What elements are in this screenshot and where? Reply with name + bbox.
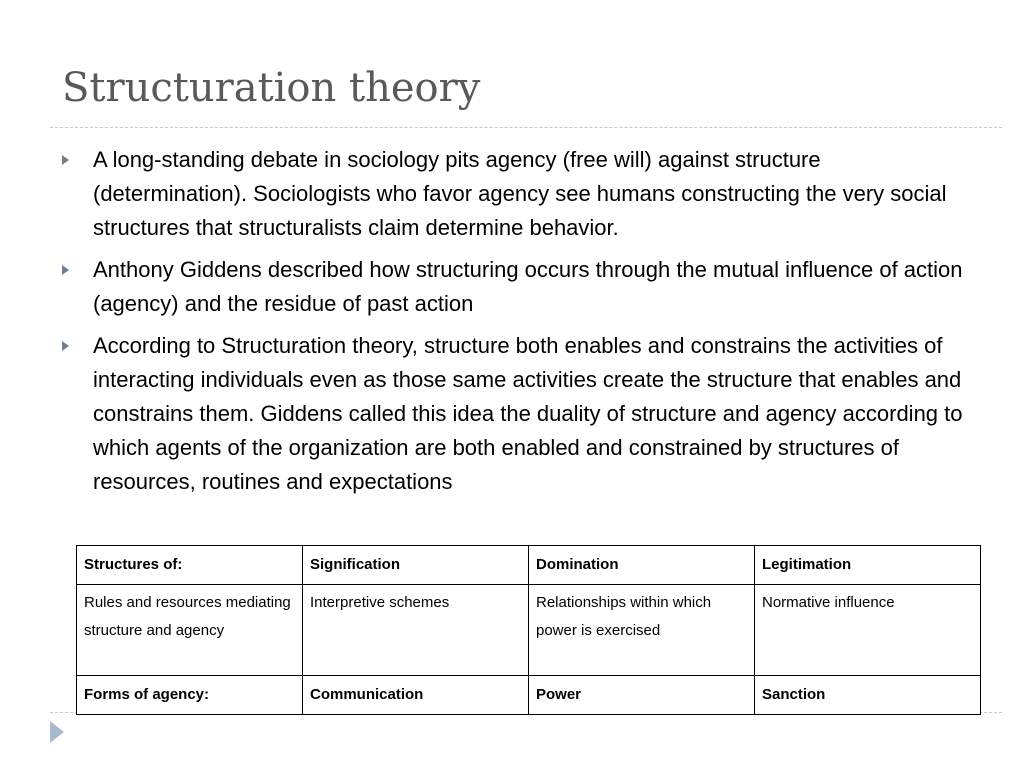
table-cell: Communication xyxy=(303,676,529,715)
slide-title: Structuration theory xyxy=(62,65,481,111)
play-arrow-icon[interactable] xyxy=(50,721,64,743)
table-cell: Structures of: xyxy=(77,546,303,585)
table-cell: Relationships within which power is exercised xyxy=(529,585,755,676)
table-cell: Power xyxy=(529,676,755,715)
bullet-text: Anthony Giddens described how structuring occurs through the mutual influence of action (agency) and the residue of past action xyxy=(93,257,963,316)
table-cell: Sanction xyxy=(755,676,981,715)
title-divider xyxy=(50,127,1002,128)
bullet-item xyxy=(60,329,970,499)
triangle-right-icon xyxy=(62,265,69,275)
table-cell: Rules and resources mediating structure and agency xyxy=(77,585,303,676)
table-row xyxy=(77,585,981,676)
table-footer-row xyxy=(77,676,981,715)
bullet-text: A long-standing debate in sociology pits agency (free will) against structure (determination). Sociologists who favor agency see humans constructing the very social structures that structuralists claim determine behavior. xyxy=(93,147,947,240)
table-cell: Interpretive schemes xyxy=(303,585,529,676)
triangle-right-icon xyxy=(62,155,69,165)
bullet-list xyxy=(60,143,970,507)
table-header-row xyxy=(77,546,981,585)
bullet-item xyxy=(60,143,970,245)
table-cell: Legitimation xyxy=(755,546,981,585)
table-cell: Normative influence xyxy=(755,585,981,676)
table-cell: Forms of agency: xyxy=(77,676,303,715)
bullet-text: According to Structuration theory, structure both enables and constrains the activities of interacting individuals even as those same activities create the structure that enables and constrains them. Giddens called this idea the duality of structure and agency according to which agents of the organization are both enabled and constrained by structures of resources, routines and expectations xyxy=(93,333,963,494)
table-cell: Domination xyxy=(529,546,755,585)
structuration-table xyxy=(76,545,981,715)
table-cell: Signification xyxy=(303,546,529,585)
bullet-item xyxy=(60,253,970,321)
triangle-right-icon xyxy=(62,341,69,351)
